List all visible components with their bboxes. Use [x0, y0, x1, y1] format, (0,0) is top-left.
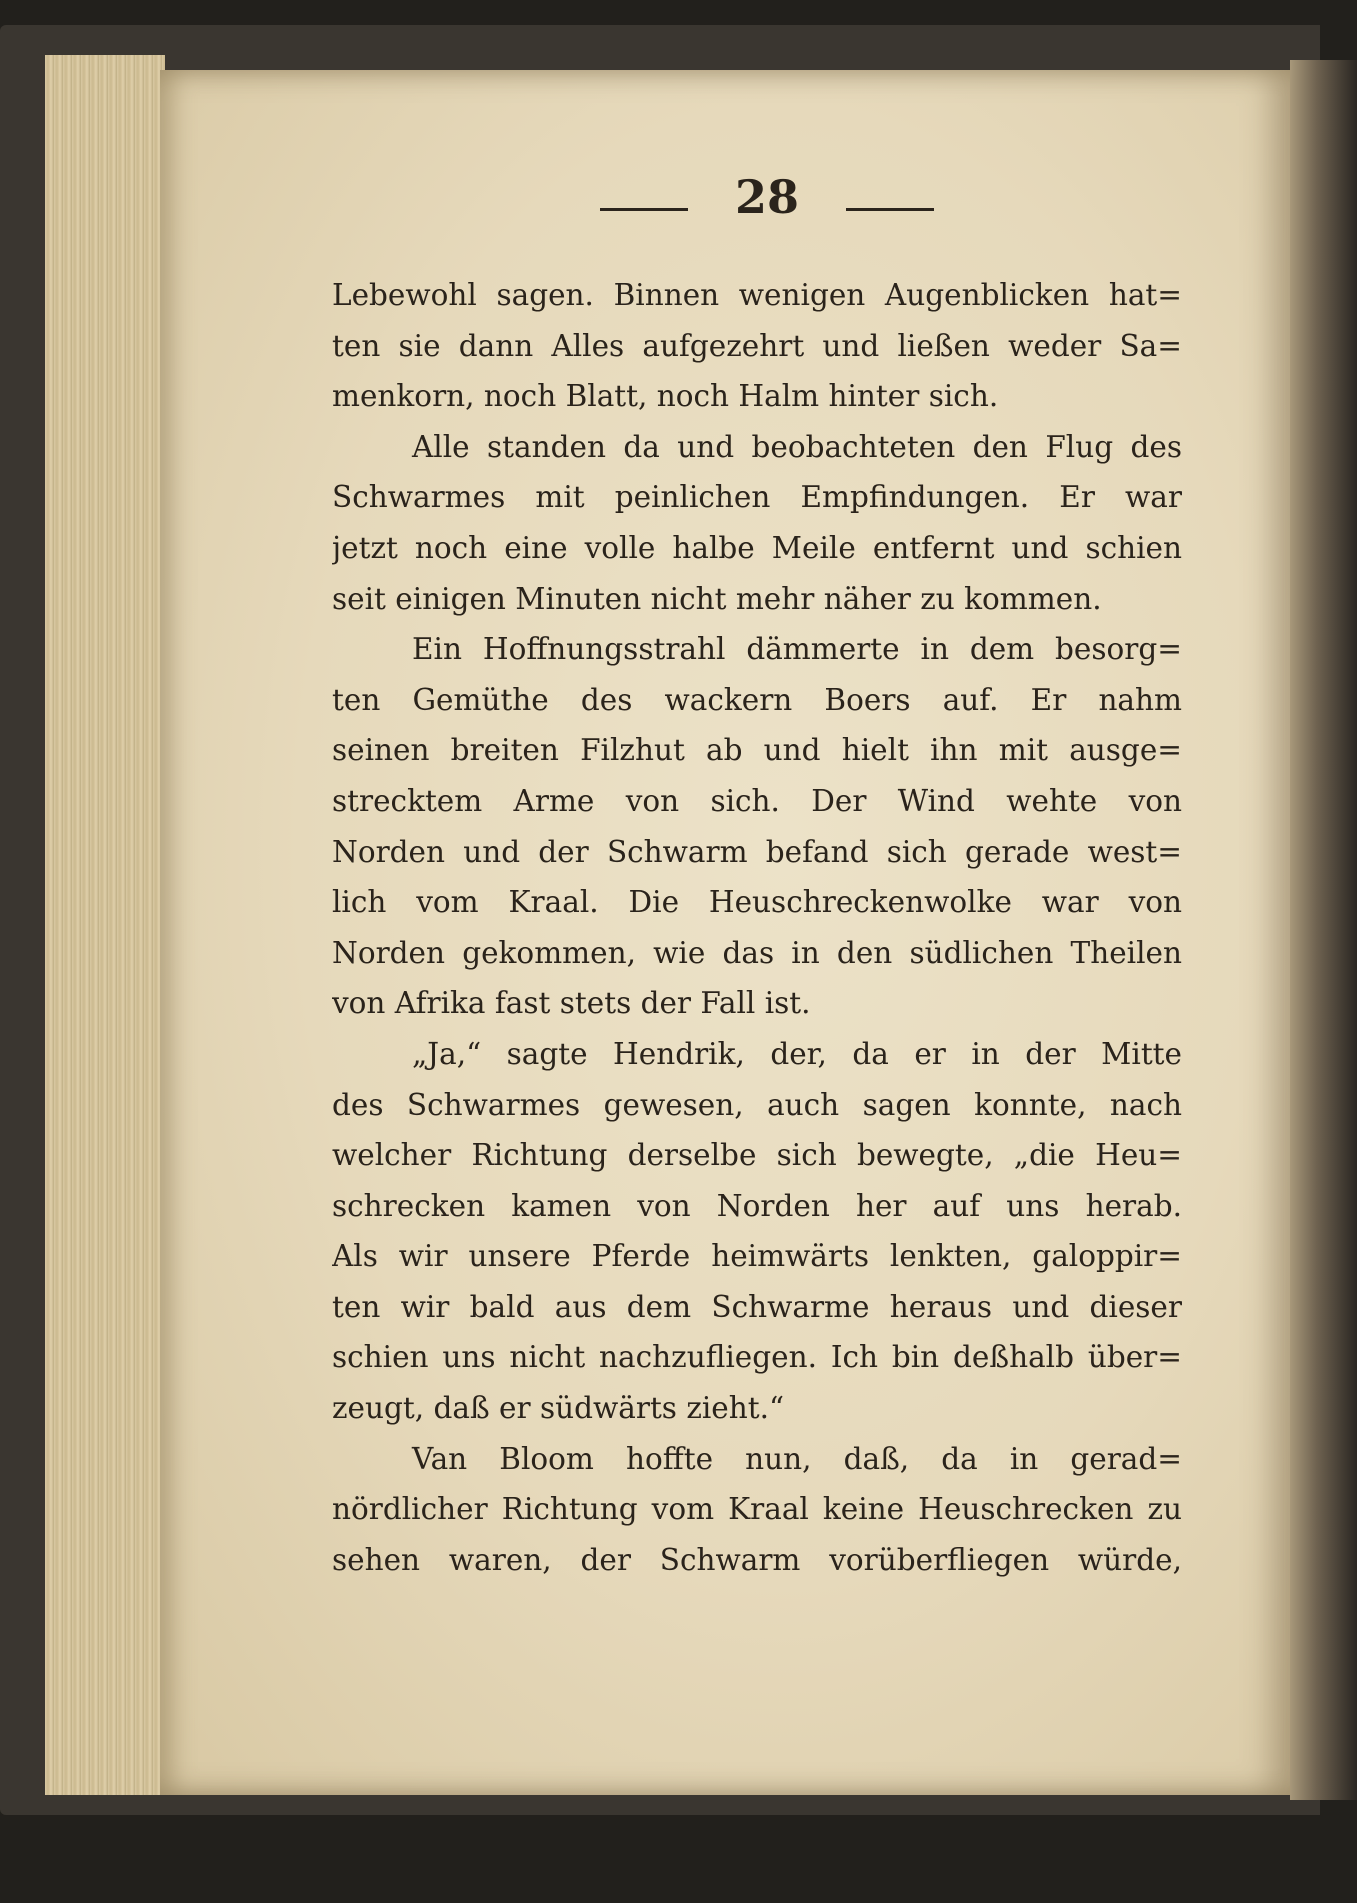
text-line: lich vom Kraal. Die Heuschreckenwolke war von: [332, 885, 1182, 920]
book-spine: [1290, 60, 1357, 1800]
text-line: Als wir unsere Pferde heimwärts lenkten, galoppir=: [332, 1239, 1182, 1274]
text-line: schien uns nicht nachzufliegen. Ich bin deßhalb über=: [332, 1340, 1182, 1375]
text-line: nördlicher Richtung vom Kraal keine Heuschrecken zu: [332, 1492, 1182, 1527]
text-line: seinen breiten Filzhut ab und hielt ihn mit ausge=: [332, 733, 1182, 768]
text-line: ten sie dann Alles aufgezehrt und ließen weder Sa=: [332, 328, 1182, 363]
text-line: ten wir bald aus dem Schwarme heraus und dieser: [332, 1289, 1182, 1324]
text-line: Schwarmes mit peinlichen Empfindungen. Er war: [332, 480, 1182, 515]
text-line: schrecken kamen von Norden her auf uns herab.: [332, 1188, 1182, 1223]
text-line: seit einigen Minuten nicht mehr näher zu kommen.: [332, 581, 1102, 616]
text-line: „Ja,“ sagte Hendrik, der, da er in der Mitte: [412, 1036, 1182, 1071]
text-line: ten Gemüthe des wackern Boers auf. Er nahm: [332, 682, 1182, 717]
text-line: Norden gekommen, wie das in den südlichen Theilen: [332, 935, 1182, 970]
text-line: strecktem Arme von sich. Der Wind wehte von: [332, 783, 1182, 818]
book-page: [160, 70, 1290, 1795]
text-line: Ein Hoffnungsstrahl dämmerte in dem besorg=: [412, 632, 1182, 667]
text-line: Norden und der Schwarm befand sich gerade west=: [332, 834, 1182, 869]
text-line: des Schwarmes gewesen, auch sagen konnte, nach: [332, 1087, 1182, 1122]
text-line: von Afrika fast stets der Fall ist.: [332, 986, 811, 1021]
text-line: menkorn, noch Blatt, noch Halm hinter sich.: [332, 379, 999, 414]
header-rule-left: [600, 208, 688, 211]
text-line: Alle standen da und beobachteten den Flug des: [412, 429, 1182, 464]
page-number: 28: [734, 170, 799, 224]
text-line: sehen waren, der Schwarm vorüberfliegen würde,: [332, 1542, 1182, 1577]
text-line: welcher Richtung derselbe sich bewegte, „die Heu=: [332, 1138, 1182, 1173]
header-rule-right: [846, 208, 934, 211]
text-line: Lebewohl sagen. Binnen wenigen Augenblicken hat=: [332, 278, 1182, 312]
page-edges: [45, 55, 165, 1795]
page-header: [160, 170, 1290, 250]
body-text: [332, 270, 1182, 1585]
text-line: Van Bloom hoffte nun, daß, da in gerad=: [412, 1441, 1182, 1476]
text-line: zeugt, daß er südwärts zieht.“: [332, 1391, 785, 1426]
text-line: jetzt noch eine volle halbe Meile entfernt und schien: [332, 530, 1182, 565]
